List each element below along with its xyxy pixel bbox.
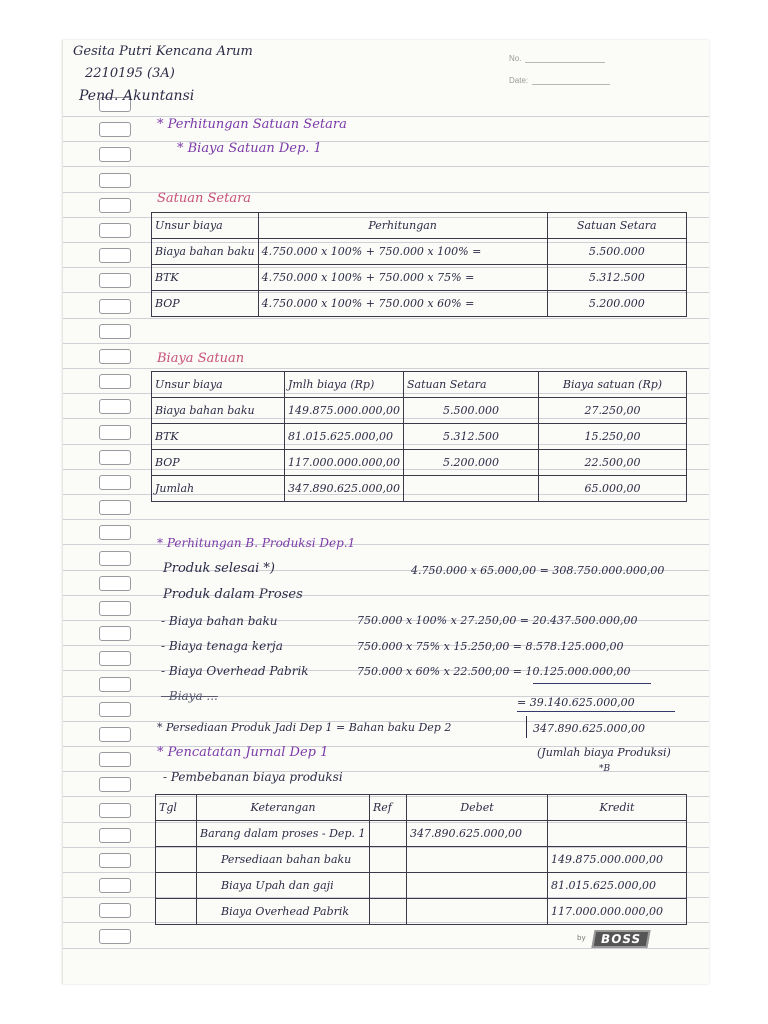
heading-satuan-setara: Satuan Setara (157, 191, 252, 206)
cell: Biaya bahan baku (152, 398, 285, 424)
cell (370, 899, 407, 925)
table-row (156, 821, 687, 847)
cell (156, 847, 197, 873)
margin-checkbox (99, 853, 131, 868)
cell (370, 847, 407, 873)
ruled-line (63, 141, 709, 142)
cell: 27.250,00 (538, 398, 686, 424)
cell: 347.890.625.000,00 (285, 476, 404, 502)
col-header: Kredit (548, 795, 687, 821)
table-row (152, 424, 687, 450)
cell: 5.200.000 (403, 450, 538, 476)
table-row (156, 873, 687, 899)
margin-checkbox (99, 122, 131, 137)
item-label-tenaga-kerja: - Biaya tenaga kerja (161, 639, 283, 653)
cell (156, 821, 197, 847)
table-satuan-setara (151, 212, 687, 317)
cell: Biaya Upah dan gaji (197, 873, 370, 899)
section-title-satuan-setara: * Perhitungan Satuan Setara (157, 117, 347, 132)
margin-checkbox (99, 828, 131, 843)
label-produk-selesai: Produk selesai *) (163, 561, 275, 576)
calc-produk-selesai: 4.750.000 x 65.000,00 = 308.750.000.000,00 (411, 564, 665, 577)
item-calc-tenaga-kerja: 750.000 x 75% x 15.250,00 = 8.578.125.000,00 (357, 640, 624, 653)
margin-checkbox (99, 475, 131, 490)
cell: 5.500.000 (403, 398, 538, 424)
margin-checkbox (99, 702, 131, 717)
margin-checkbox (99, 626, 131, 641)
note-mark: *B (599, 764, 611, 774)
cell: 347.890.625.000,00 (407, 821, 548, 847)
col-header: Unsur biaya (152, 213, 259, 239)
brand-by: by (577, 934, 586, 942)
table-header-row (152, 213, 687, 239)
margin-checkbox (99, 601, 131, 616)
cell: 4.750.000 x 100% + 750.000 x 60% = (258, 291, 547, 317)
margin-checkbox (99, 324, 131, 339)
margin-checkbox (99, 450, 131, 465)
table-row (152, 398, 687, 424)
margin-checkbox (99, 727, 131, 742)
margin-checkbox (99, 349, 131, 364)
ruled-line (63, 318, 709, 319)
item-calc-overhead: 750.000 x 60% x 22.500,00 = 10.125.000.000,00 (357, 665, 631, 678)
table-row (152, 450, 687, 476)
col-header: Satuan Setara (547, 213, 686, 239)
table-row (152, 476, 687, 502)
col-header: Unsur biaya (152, 372, 285, 398)
table-row (156, 847, 687, 873)
label-pembebanan: - Pembebanan biaya produksi (163, 770, 343, 784)
ruled-line (63, 771, 709, 772)
no-label: No. (509, 54, 522, 63)
table-row (152, 239, 687, 265)
cell: BTK (152, 265, 259, 291)
margin-checkbox (99, 752, 131, 767)
section-subtitle-biaya-satuan: * Biaya Satuan Dep. 1 (177, 141, 322, 156)
col-header: Satuan Setara (403, 372, 538, 398)
brand-logo: BOSS (591, 930, 650, 948)
cell: 5.312.500 (547, 265, 686, 291)
margin-checkbox (99, 273, 131, 288)
section-title-jurnal: * Pencatatan Jurnal Dep 1 (157, 745, 329, 760)
margin-checkbox (99, 777, 131, 792)
col-header: Biaya satuan (Rp) (538, 372, 686, 398)
ruled-line (63, 519, 709, 520)
margin-checkbox (99, 248, 131, 263)
cell (407, 873, 548, 899)
cell (370, 873, 407, 899)
cell: 5.200.000 (547, 291, 686, 317)
margin-checkbox (99, 198, 131, 213)
section-title-produksi: * Perhitungan B. Produksi Dep.1 (157, 536, 356, 550)
cell (156, 899, 197, 925)
subtotal-dalam-proses: = 39.140.625.000,00 (517, 696, 635, 709)
cell: Biaya bahan baku (152, 239, 259, 265)
cell (407, 847, 548, 873)
cell (407, 899, 548, 925)
table-jurnal (155, 794, 687, 925)
margin-checkbox (99, 425, 131, 440)
margin-checkbox (99, 651, 131, 666)
margin-checkbox (99, 500, 131, 515)
cell: 5.500.000 (547, 239, 686, 265)
col-header: Keterangan (197, 795, 370, 821)
ruled-line (63, 595, 709, 596)
crossed-out-line: - Biaya ... (161, 689, 218, 703)
margin-checkbox (99, 929, 131, 944)
no-field (509, 54, 605, 63)
cell: BTK (152, 424, 285, 450)
cell: 149.875.000.000,00 (285, 398, 404, 424)
cell: BOP (152, 450, 285, 476)
notebook-page (62, 40, 709, 984)
cell: Persediaan bahan baku (197, 847, 370, 873)
cell: 81.015.625.000,00 (548, 873, 687, 899)
cell: 65.000,00 (538, 476, 686, 502)
col-header: Jmlh biaya (Rp) (285, 372, 404, 398)
table-row (152, 265, 687, 291)
margin-checkbox (99, 677, 131, 692)
table-biaya-satuan (151, 371, 687, 502)
label-produk-dalam-proses: Produk dalam Proses (163, 587, 303, 602)
ruled-line (63, 368, 709, 369)
table-row (156, 899, 687, 925)
cell (548, 821, 687, 847)
margin-checkbox (99, 551, 131, 566)
table-header-row (156, 795, 687, 821)
col-header: Ref (370, 795, 407, 821)
col-header: Tgl (156, 795, 197, 821)
label-persediaan-produk-jadi: * Persediaan Produk Jadi Dep 1 = Bahan baku Dep 2 (157, 721, 452, 734)
cell (403, 476, 538, 502)
cell: 22.500,00 (538, 450, 686, 476)
cell: Jumlah (152, 476, 285, 502)
ruled-line (63, 166, 709, 167)
col-header: Perhitungan (258, 213, 547, 239)
margin-checkbox (99, 803, 131, 818)
margin-checkbox (99, 299, 131, 314)
table-row (152, 291, 687, 317)
note-jumlah-biaya: (Jumlah biaya Produksi) (537, 746, 671, 759)
cell: 5.312.500 (403, 424, 538, 450)
margin-checkbox (99, 147, 131, 162)
cell (156, 873, 197, 899)
item-calc-bahan-baku: 750.000 x 100% x 27.250,00 = 20.437.500.000,00 (357, 614, 638, 627)
cell: 149.875.000.000,00 (548, 847, 687, 873)
value-persediaan-produk-jadi: 347.890.625.000,00 (533, 722, 645, 735)
student-nim: 2210195 (3A) (85, 66, 175, 81)
brace-mark (526, 716, 527, 738)
date-field (509, 76, 610, 85)
item-label-bahan-baku: - Biaya bahan baku (161, 614, 278, 628)
cell: 81.015.625.000,00 (285, 424, 404, 450)
margin-checkbox (99, 576, 131, 591)
margin-checkbox (99, 903, 131, 918)
cell: 4.750.000 x 100% + 750.000 x 75% = (258, 265, 547, 291)
margin-checkbox (99, 223, 131, 238)
cell: Barang dalam proses - Dep. 1 (197, 821, 370, 847)
cell: 4.750.000 x 100% + 750.000 x 100% = (258, 239, 547, 265)
margin-checkbox (99, 525, 131, 540)
underline-overhead (533, 683, 651, 684)
margin-checkbox (99, 878, 131, 893)
student-name: Gesita Putri Kencana Arum (73, 44, 253, 59)
ruled-line (63, 343, 709, 344)
margin-checkbox (99, 173, 131, 188)
underline-subtotal (517, 711, 675, 712)
date-label: Date: (509, 76, 529, 85)
cell: Biaya Overhead Pabrik (197, 899, 370, 925)
study-program: Pend. Akuntansi (79, 88, 195, 104)
col-header: Debet (407, 795, 548, 821)
heading-biaya-satuan: Biaya Satuan (157, 351, 245, 366)
item-label-overhead: - Biaya Overhead Pabrik (161, 664, 309, 678)
table-header-row (152, 372, 687, 398)
margin-checkbox (99, 374, 131, 389)
cell: BOP (152, 291, 259, 317)
cell: 15.250,00 (538, 424, 686, 450)
cell: 117.000.000.000,00 (548, 899, 687, 925)
cell: 117.000.000.000,00 (285, 450, 404, 476)
margin-checkbox (99, 399, 131, 414)
cell (370, 821, 407, 847)
